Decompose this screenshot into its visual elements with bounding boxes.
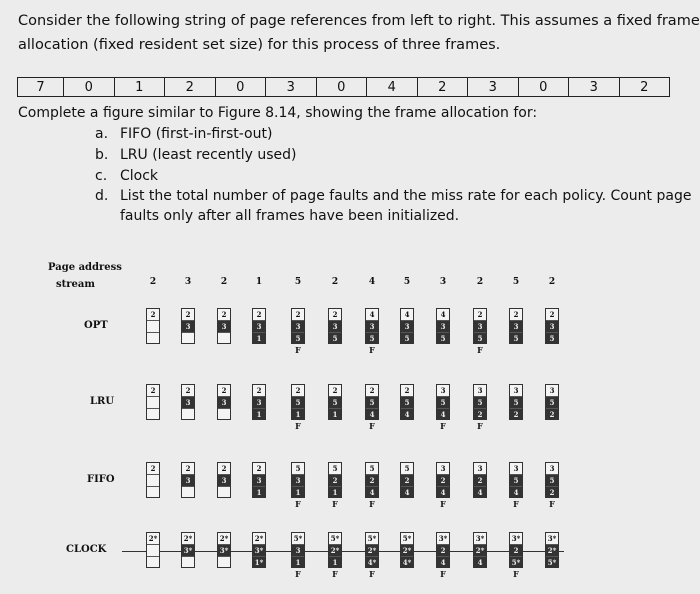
- address-number: 2: [476, 277, 484, 287]
- frame-cell: 5: [437, 397, 449, 409]
- frame-cell: 2: [437, 545, 449, 557]
- frame-cell: 2: [253, 309, 265, 321]
- frame-cell: [147, 487, 159, 498]
- frame-cell: 2: [182, 309, 194, 321]
- address-number: 2: [149, 277, 157, 287]
- frame-cell: 2: [147, 463, 159, 475]
- frame-box: [365, 532, 379, 568]
- frame-cell: 4: [366, 409, 378, 420]
- frame-cell: 2*: [475, 546, 485, 555]
- frame-cell: 4: [437, 487, 449, 498]
- frame-box: [328, 532, 342, 568]
- frame-box: [291, 462, 305, 498]
- page-fault-marker: F: [295, 569, 301, 579]
- frame-cell: 3*: [183, 546, 193, 555]
- frame-cell: 3: [292, 545, 304, 557]
- frame-cell: [147, 409, 159, 420]
- frame-cell: 5: [437, 333, 449, 344]
- page-fault-marker: F: [369, 499, 375, 509]
- address-number: 3: [184, 277, 192, 287]
- frame-cell: 1*: [254, 558, 264, 567]
- frame-cell: 3: [366, 321, 378, 333]
- frame-cell: 3: [218, 475, 230, 487]
- frame-cell: 2: [401, 385, 413, 397]
- frame-box: [291, 384, 305, 420]
- frame-cell: 2*: [148, 534, 158, 543]
- frame-cell: 3: [474, 321, 486, 333]
- item-d-continuation: faults only after all frames have been initialized.: [120, 208, 460, 224]
- address-number: 2: [331, 277, 339, 287]
- frame-box: [400, 384, 414, 420]
- page-fault-marker: F: [549, 499, 555, 509]
- frame-box: [217, 308, 231, 344]
- frame-cell: 1: [253, 333, 265, 344]
- frame-box: [365, 384, 379, 420]
- frame-cell: 3: [546, 463, 558, 475]
- frame-cell: 2: [182, 385, 194, 397]
- frame-cell: 2*: [402, 546, 412, 555]
- address-number: 1: [255, 277, 263, 287]
- frame-box: [545, 532, 559, 568]
- frame-cell: [147, 475, 159, 487]
- frame-cell: 1: [253, 487, 265, 498]
- list-item-marker: d.: [95, 188, 109, 204]
- frame-box: [436, 384, 450, 420]
- list-item-text: LRU (least recently used): [120, 147, 297, 163]
- frame-box: [146, 462, 160, 498]
- frame-cell: 2: [510, 545, 522, 557]
- frame-box: [181, 532, 195, 568]
- frame-cell: 2*: [183, 534, 193, 543]
- frame-box: [400, 462, 414, 498]
- reference-cell: 3: [569, 78, 620, 97]
- reference-cell: 4: [367, 78, 418, 97]
- frame-cell: 3: [182, 321, 194, 333]
- frame-cell: 3: [437, 385, 449, 397]
- frame-box: [252, 308, 266, 344]
- page-address-label: Page address: [48, 262, 122, 273]
- frame-cell: 3: [292, 475, 304, 487]
- frame-box: [291, 308, 305, 344]
- frame-cell: 3*: [254, 546, 264, 555]
- frame-box: [509, 384, 523, 420]
- intro-line-1: Consider the following string of page references from left to right. This assumes a fixed frame: [18, 13, 700, 29]
- reference-row: [18, 78, 670, 97]
- frame-cell: 5: [510, 333, 522, 344]
- frame-cell: 2: [437, 475, 449, 487]
- list-item-marker: c.: [95, 168, 108, 184]
- frame-cell: 3: [329, 321, 341, 333]
- frame-box: [473, 462, 487, 498]
- frame-box: [217, 384, 231, 420]
- frame-box: [365, 308, 379, 344]
- frame-cell: 5: [366, 333, 378, 344]
- frame-cell: 2: [147, 309, 159, 321]
- frame-cell: 2: [546, 487, 558, 498]
- frame-cell: 5: [366, 463, 378, 475]
- frame-cell: 2: [546, 309, 558, 321]
- frame-box: [146, 384, 160, 420]
- frame-cell: 2: [218, 385, 230, 397]
- frame-cell: 2*: [219, 534, 229, 543]
- frame-cell: 2*: [330, 546, 340, 555]
- frame-cell: 3: [253, 397, 265, 409]
- frame-box: [473, 532, 487, 568]
- frame-cell: 5: [329, 333, 341, 344]
- frame-box: [252, 462, 266, 498]
- frame-cell: 3: [253, 475, 265, 487]
- frame-cell: 1: [292, 487, 304, 498]
- frame-cell: 5: [292, 463, 304, 475]
- page-fault-marker: F: [477, 421, 483, 431]
- page-fault-marker: F: [440, 499, 446, 509]
- frame-cell: [147, 397, 159, 409]
- frame-box: [473, 384, 487, 420]
- address-number: 5: [512, 277, 520, 287]
- frame-box: [328, 462, 342, 498]
- reference-cell: 0: [316, 78, 367, 97]
- page-fault-marker: F: [513, 569, 519, 579]
- reference-string-table: [17, 77, 670, 97]
- frame-box: [473, 308, 487, 344]
- policy-label: CLOCK: [66, 544, 107, 555]
- frame-cell: 4: [401, 409, 413, 420]
- frame-box: [328, 308, 342, 344]
- frame-cell: 3: [510, 463, 522, 475]
- frame-cell: [182, 333, 194, 344]
- frame-cell: 2*: [367, 546, 377, 555]
- policy-label: LRU: [90, 396, 115, 407]
- address-number: 3: [439, 277, 447, 287]
- frame-box: [509, 462, 523, 498]
- frame-cell: 5: [546, 397, 558, 409]
- task-text: Complete a figure similar to Figure 8.14, showing the frame allocation for:: [18, 105, 538, 121]
- frame-box: [252, 384, 266, 420]
- frame-cell: [218, 487, 230, 498]
- frame-box: [146, 308, 160, 344]
- page-fault-marker: F: [369, 569, 375, 579]
- frame-cell: 2: [474, 409, 486, 420]
- frame-cell: 2: [546, 409, 558, 420]
- frame-cell: 4: [401, 487, 413, 498]
- intro-line-2: allocation (fixed resident set size) for this process of three frames.: [18, 37, 501, 53]
- frame-box: [181, 462, 195, 498]
- frame-cell: 3: [437, 321, 449, 333]
- page-fault-marker: F: [440, 569, 446, 579]
- list-item-marker: b.: [95, 147, 109, 163]
- frame-cell: 5: [510, 475, 522, 487]
- frame-cell: 3: [218, 397, 230, 409]
- frame-cell: 2: [329, 309, 341, 321]
- address-number: 2: [548, 277, 556, 287]
- page-fault-marker: F: [513, 499, 519, 509]
- reference-cell: 3: [468, 78, 519, 97]
- frame-cell: 3: [437, 463, 449, 475]
- reference-cell: 3: [266, 78, 317, 97]
- address-number: 4: [368, 277, 376, 287]
- reference-cell: 2: [619, 78, 670, 97]
- frame-cell: 2: [218, 309, 230, 321]
- frame-cell: [218, 409, 230, 420]
- frame-cell: 5: [292, 333, 304, 344]
- address-number: 5: [294, 277, 302, 287]
- frame-cell: 3: [182, 475, 194, 487]
- frame-cell: 2: [366, 385, 378, 397]
- address-number: 5: [403, 277, 411, 287]
- frame-cell: 3: [401, 321, 413, 333]
- frame-cell: 3: [218, 321, 230, 333]
- frame-cell: 3: [510, 385, 522, 397]
- frame-cell: 5: [546, 333, 558, 344]
- frame-cell: 2*: [254, 534, 264, 543]
- frame-cell: 1: [329, 557, 341, 568]
- frame-cell: 2: [510, 409, 522, 420]
- frame-cell: 5*: [402, 534, 412, 543]
- stream-label: stream: [56, 279, 95, 290]
- frame-cell: 4*: [367, 558, 377, 567]
- page-fault-marker: F: [369, 345, 375, 355]
- address-number: 2: [220, 277, 228, 287]
- frame-box: [365, 462, 379, 498]
- frame-cell: 1: [329, 487, 341, 498]
- frame-box: [291, 532, 305, 568]
- frame-cell: 4: [366, 487, 378, 498]
- reference-cell: 2: [165, 78, 216, 97]
- frame-box: [509, 308, 523, 344]
- page-fault-marker: F: [295, 421, 301, 431]
- frame-cell: 2: [510, 309, 522, 321]
- frame-box: [146, 532, 160, 568]
- frame-box: [252, 532, 266, 568]
- frame-cell: 2: [401, 475, 413, 487]
- frame-cell: 3: [292, 321, 304, 333]
- frame-cell: 5: [329, 397, 341, 409]
- frame-box: [181, 384, 195, 420]
- frame-cell: 5*: [511, 558, 521, 567]
- frame-cell: [182, 409, 194, 420]
- frame-cell: 2: [329, 385, 341, 397]
- frame-cell: 5: [329, 463, 341, 475]
- frame-cell: 1: [329, 409, 341, 420]
- frame-cell: 4: [437, 409, 449, 420]
- frame-cell: 5: [401, 397, 413, 409]
- frame-box: [509, 532, 523, 568]
- frame-cell: 3*: [475, 534, 485, 543]
- frame-cell: 5*: [330, 534, 340, 543]
- frame-cell: 4: [510, 487, 522, 498]
- frame-cell: [218, 333, 230, 344]
- frame-box: [217, 532, 231, 568]
- frame-cell: [182, 487, 194, 498]
- frame-cell: 5: [292, 397, 304, 409]
- page-fault-marker: F: [477, 345, 483, 355]
- frame-box: [217, 462, 231, 498]
- list-item-text: List the total number of page faults and the miss rate for each policy. Count page: [120, 188, 692, 204]
- frame-cell: 2: [147, 385, 159, 397]
- reference-cell: 1: [114, 78, 165, 97]
- page-fault-marker: F: [369, 421, 375, 431]
- frame-cell: [218, 557, 230, 568]
- page-fault-marker: F: [440, 421, 446, 431]
- reference-cell: 0: [215, 78, 266, 97]
- list-item-text: Clock: [120, 168, 159, 184]
- reference-cell: 0: [518, 78, 569, 97]
- frame-box: [400, 308, 414, 344]
- frame-cell: 5: [510, 397, 522, 409]
- frame-box: [436, 308, 450, 344]
- frame-cell: [147, 333, 159, 344]
- frame-box: [181, 308, 195, 344]
- frame-cell: 3: [546, 385, 558, 397]
- list-item-marker: a.: [95, 126, 109, 142]
- frame-cell: 5: [401, 333, 413, 344]
- frame-cell: 2: [292, 385, 304, 397]
- frame-cell: 3: [546, 321, 558, 333]
- frame-cell: 2: [218, 463, 230, 475]
- list-item-text: FIFO (first-in-first-out): [120, 126, 273, 142]
- frame-cell: 5: [474, 333, 486, 344]
- frame-cell: [147, 557, 159, 568]
- frame-cell: 3*: [219, 546, 229, 555]
- frame-box: [400, 532, 414, 568]
- frame-cell: 5*: [293, 534, 303, 543]
- frame-box: [328, 384, 342, 420]
- frame-box: [436, 532, 450, 568]
- frame-cell: 2: [329, 475, 341, 487]
- page-fault-marker: F: [295, 499, 301, 509]
- frame-cell: 4: [437, 309, 449, 321]
- frame-cell: 4: [474, 557, 486, 568]
- frame-cell: 2: [253, 463, 265, 475]
- frame-cell: [147, 545, 159, 557]
- frame-box: [545, 308, 559, 344]
- frame-cell: [147, 321, 159, 333]
- frame-box: [436, 462, 450, 498]
- frame-cell: 2: [182, 463, 194, 475]
- frame-box: [545, 462, 559, 498]
- frame-cell: 2: [474, 475, 486, 487]
- reference-cell: 2: [417, 78, 468, 97]
- frame-cell: 4: [366, 309, 378, 321]
- frame-cell: 2: [366, 475, 378, 487]
- frame-cell: 4: [401, 309, 413, 321]
- frame-cell: 3*: [547, 534, 557, 543]
- frame-cell: 4*: [402, 558, 412, 567]
- frame-box: [545, 384, 559, 420]
- frame-cell: 1: [292, 557, 304, 568]
- frame-cell: 3*: [438, 534, 448, 543]
- frame-cell: 4: [474, 487, 486, 498]
- frame-cell: 5: [474, 397, 486, 409]
- frame-cell: 3: [182, 397, 194, 409]
- reference-cell: 7: [18, 78, 64, 97]
- page-fault-marker: F: [332, 569, 338, 579]
- frame-cell: 4: [437, 557, 449, 568]
- frame-cell: 1: [253, 409, 265, 420]
- frame-cell: 2: [474, 309, 486, 321]
- frame-cell: 5*: [547, 558, 557, 567]
- frame-cell: 5*: [367, 534, 377, 543]
- frame-cell: 2: [253, 385, 265, 397]
- frame-cell: 2: [292, 309, 304, 321]
- frame-cell: 3: [510, 321, 522, 333]
- page-fault-marker: F: [295, 345, 301, 355]
- frame-cell: [182, 557, 194, 568]
- frame-cell: 2*: [547, 546, 557, 555]
- frame-cell: 5: [401, 463, 413, 475]
- reference-cell: 0: [64, 78, 115, 97]
- frame-cell: 1: [292, 409, 304, 420]
- frame-cell: 5: [546, 475, 558, 487]
- page-fault-marker: F: [332, 499, 338, 509]
- frame-cell: 3: [253, 321, 265, 333]
- frame-cell: 3*: [511, 534, 521, 543]
- frame-cell: 5: [366, 397, 378, 409]
- frame-cell: 3: [474, 463, 486, 475]
- frame-cell: 3: [474, 385, 486, 397]
- policy-label: FIFO: [87, 474, 115, 485]
- policy-label: OPT: [84, 320, 108, 331]
